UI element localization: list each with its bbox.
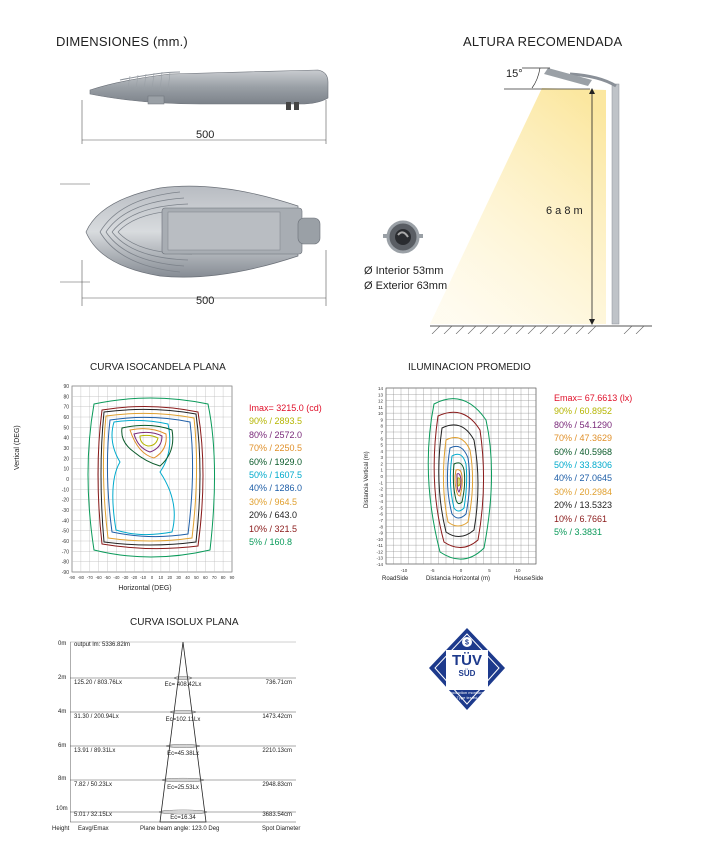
ill-ytick: -9 bbox=[378, 530, 383, 536]
iso-xtick: -70 bbox=[86, 575, 93, 580]
illuminance-emax: Emax= 67.6613 (lx) bbox=[554, 393, 633, 403]
legend-row bbox=[249, 429, 322, 442]
legend-row bbox=[249, 415, 322, 428]
legend-value: 13.5323 bbox=[579, 500, 613, 511]
ill-ytick: -14 bbox=[376, 562, 383, 567]
ill-ytick: 14 bbox=[377, 386, 383, 391]
legend-value: 321.5 bbox=[274, 523, 298, 534]
ill-ytick: -3 bbox=[378, 492, 383, 498]
legend-row bbox=[554, 472, 632, 485]
legend-pct: 60% / bbox=[249, 456, 275, 467]
isolux-title: CURVA ISOLUX PLANA bbox=[130, 617, 239, 628]
legend-row bbox=[249, 482, 322, 495]
dimensions-title: DIMENSIONES (mm.) bbox=[56, 34, 188, 49]
plan-width-label: 500 bbox=[196, 295, 215, 307]
isolux-avg: 7.82 / 50.23Lx bbox=[74, 782, 113, 788]
isolux-avg: 31.30 / 200.94Lx bbox=[74, 714, 119, 720]
legend-row bbox=[554, 499, 632, 512]
isolux-avg: 13.91 / 89.31Lx bbox=[74, 748, 116, 754]
iso-xtick: -90 bbox=[68, 575, 76, 580]
legend-value: 1929.0 bbox=[274, 456, 303, 467]
mounting-height-diagram bbox=[420, 58, 660, 334]
legend-row bbox=[554, 459, 632, 472]
isolux-foot-spot: Spot Diameter bbox=[262, 826, 301, 832]
illuminance-title: ILUMINACION PROMEDIO bbox=[408, 362, 531, 373]
legend-pct: 70% / bbox=[554, 433, 580, 444]
ill-xtick: -5 bbox=[430, 568, 435, 573]
badge-line2: Type tested bbox=[456, 695, 478, 700]
isolux-ec: Ec=25.53Lx bbox=[167, 785, 199, 791]
isolux-foot-eavg: Eavg/Emax bbox=[78, 826, 109, 832]
legend-value: 33.8306 bbox=[579, 460, 613, 471]
isolux-h0: 0m bbox=[58, 641, 67, 647]
iso-ytick: 10 bbox=[63, 466, 69, 473]
iso-ytick: -80 bbox=[61, 559, 69, 566]
legend-value: 27.0645 bbox=[579, 473, 613, 484]
iso-ytick: 70 bbox=[63, 404, 69, 411]
iso-xtick: 30 bbox=[176, 575, 182, 580]
isocandela-ylabel: Vertical (DEG) bbox=[14, 425, 21, 470]
iso-xtick: -50 bbox=[104, 575, 111, 580]
isocandela-imax: Imax= 3215.0 (cd) bbox=[249, 403, 322, 413]
tuv-label: TÜV bbox=[452, 652, 482, 669]
legend-row bbox=[554, 432, 632, 445]
iso-ytick: 0 bbox=[66, 477, 69, 483]
iso-xtick: 40 bbox=[185, 575, 190, 580]
iso-xtick: 90 bbox=[229, 575, 235, 580]
illuminance-legend bbox=[554, 392, 632, 539]
iso-ytick: 20 bbox=[63, 456, 69, 463]
ill-ytick: 6 bbox=[380, 436, 383, 442]
isolux-ec: Ec=16.34 bbox=[170, 815, 196, 821]
ill-ytick: 9 bbox=[380, 417, 383, 423]
legend-pct: 80% / bbox=[249, 429, 275, 440]
ill-ytick: 1 bbox=[380, 467, 383, 473]
legend-pct: 5% / bbox=[554, 527, 575, 538]
ill-ytick: -10 bbox=[376, 536, 383, 542]
ill-ytick: -4 bbox=[378, 499, 383, 505]
ill-xtick: 0 bbox=[459, 568, 463, 573]
legend-value: 40.5968 bbox=[579, 446, 613, 457]
legend-value: 1286.0 bbox=[274, 483, 303, 494]
iso-ytick: -30 bbox=[61, 508, 69, 514]
tilt-angle: 15° bbox=[506, 68, 523, 80]
iso-ytick: -40 bbox=[61, 518, 69, 525]
legend-row bbox=[554, 419, 632, 432]
iso-xtick: 70 bbox=[211, 575, 217, 580]
legend-row bbox=[249, 496, 322, 509]
top-width-label: 500 bbox=[196, 129, 215, 141]
iso-ytick: -70 bbox=[61, 549, 69, 556]
legend-pct: 70% / bbox=[249, 443, 275, 454]
legend-value: 1607.5 bbox=[274, 470, 303, 481]
ill-ytick: -11 bbox=[376, 543, 383, 549]
iso-ytick: 80 bbox=[63, 394, 69, 401]
iso-ytick: -10 bbox=[61, 487, 69, 494]
legend-pct: 30% / bbox=[554, 486, 580, 497]
contour-20 bbox=[101, 409, 200, 545]
illuminance-chart bbox=[368, 384, 548, 574]
iso-xtick: 50 bbox=[194, 575, 199, 580]
ill-ytick: -2 bbox=[378, 486, 383, 492]
legend-row bbox=[249, 509, 322, 522]
iso-xtick: 0 bbox=[150, 575, 154, 580]
isolux-ec: Ec= 408.42Lx bbox=[164, 682, 202, 688]
ill-ytick: 3 bbox=[380, 455, 383, 461]
legend-value: 160.8 bbox=[269, 537, 293, 548]
ill-ytick: 13 bbox=[377, 392, 383, 398]
isolux-spot: 3683.54cm bbox=[262, 812, 292, 818]
isolux-avg: 5.01 / 32.15Lx bbox=[74, 812, 113, 818]
ill-xtick: -10 bbox=[400, 568, 408, 573]
contour-10 bbox=[98, 406, 203, 548]
contour-90 bbox=[140, 435, 158, 446]
legend-pct: 30% / bbox=[249, 496, 275, 507]
iso-ytick: -90 bbox=[61, 570, 69, 576]
legend-value: 3.3831 bbox=[574, 527, 603, 538]
isolux-foot-height: Height bbox=[52, 826, 70, 832]
ill-ytick: 5 bbox=[380, 442, 383, 448]
legend-value: 20.2984 bbox=[579, 486, 613, 497]
roadside-label: RoadSide bbox=[382, 576, 409, 582]
sud-label: SÜD bbox=[458, 669, 476, 678]
iso-xtick: 20 bbox=[167, 575, 173, 580]
isolux-ec: Ec=45.38Lx bbox=[167, 751, 199, 757]
ill-ytick: -7 bbox=[378, 518, 383, 523]
legend-pct: 20% / bbox=[554, 500, 580, 511]
iso-xtick: -80 bbox=[77, 575, 84, 580]
ill-xtick: 10 bbox=[515, 568, 521, 573]
ill-ytick: 4 bbox=[380, 448, 383, 454]
isolux-h4: 4m bbox=[58, 709, 67, 715]
illuminance-grid bbox=[376, 386, 536, 573]
legend-row bbox=[249, 523, 322, 536]
legend-value: 6.7661 bbox=[579, 513, 608, 524]
ill-xtick: 5 bbox=[488, 568, 491, 573]
isocandela-legend-rows bbox=[249, 415, 322, 549]
svg-text:$: $ bbox=[465, 639, 469, 647]
ill-ytick: -12 bbox=[376, 549, 383, 555]
isocandela-legend bbox=[249, 402, 322, 549]
legend-pct: 60% / bbox=[554, 446, 580, 457]
legend-value: 47.3629 bbox=[579, 433, 613, 444]
legend-row bbox=[249, 536, 322, 549]
legend-pct: 10% / bbox=[249, 523, 275, 534]
isolux-spot: 2948.83cm bbox=[262, 782, 292, 788]
legend-row bbox=[554, 405, 632, 418]
iso-ytick: -60 bbox=[61, 539, 69, 545]
legend-row bbox=[249, 442, 322, 455]
iso-ytick: 40 bbox=[63, 435, 69, 442]
legend-value: 643.0 bbox=[274, 510, 298, 521]
houseside-label: HouseSide bbox=[514, 576, 544, 582]
isocandela-xlabel: Horizontal (DEG) bbox=[118, 585, 172, 592]
legend-pct: 90% / bbox=[554, 406, 580, 417]
ill-ytick: -6 bbox=[378, 511, 383, 517]
ill-ytick: 0 bbox=[380, 474, 383, 479]
legend-value: 60.8952 bbox=[579, 406, 613, 417]
legend-pct: 50% / bbox=[249, 470, 275, 481]
legend-value: 2893.5 bbox=[274, 416, 303, 427]
iso-xtick: 80 bbox=[220, 575, 226, 580]
ill-ytick: 11 bbox=[378, 404, 383, 410]
isocandela-chart bbox=[50, 382, 240, 594]
legend-row bbox=[249, 469, 322, 482]
legend-row bbox=[554, 513, 632, 526]
iso-xtick: -10 bbox=[140, 575, 147, 580]
legend-value: 2572.0 bbox=[274, 429, 303, 440]
ill-ytick: 12 bbox=[377, 398, 383, 404]
connector-exterior: Ø Exterior 63mm bbox=[364, 280, 448, 292]
ill-ytick: -13 bbox=[376, 555, 383, 561]
iso-xtick: -20 bbox=[131, 575, 138, 580]
iso-ytick: 90 bbox=[63, 384, 69, 390]
legend-row bbox=[554, 446, 632, 459]
iso-xtick: -30 bbox=[122, 575, 129, 580]
iso-xtick: -60 bbox=[95, 575, 102, 580]
legend-pct: 10% / bbox=[554, 513, 580, 524]
legend-pct: 20% / bbox=[249, 510, 275, 521]
legend-pct: 80% / bbox=[554, 419, 580, 430]
luminaire-drawings bbox=[60, 60, 350, 310]
legend-pct: 5% / bbox=[249, 537, 270, 548]
iso-xtick: 10 bbox=[158, 575, 164, 580]
iso-ytick: 50 bbox=[63, 425, 69, 432]
legend-row bbox=[554, 526, 632, 539]
illuminance-xlabel: Distancia Horizontal (m) bbox=[426, 576, 491, 582]
iso-ytick: 60 bbox=[63, 415, 69, 421]
isolux-ec: Ec=102.11Lx bbox=[165, 717, 201, 723]
isolux-foot-angle: Plane beam angle: 123.0 Deg bbox=[140, 826, 220, 832]
ill-ytick: -1 bbox=[378, 480, 383, 486]
isolux-output: output lm: 5336.82lm bbox=[74, 642, 131, 648]
ill-ytick: 8 bbox=[380, 423, 383, 429]
isolux-chart bbox=[70, 640, 296, 825]
iso-ytick: -50 bbox=[61, 528, 69, 535]
legend-pct: 40% / bbox=[554, 473, 580, 484]
badge-line1: Production monitored bbox=[447, 690, 487, 695]
ill-ytick: 10 bbox=[377, 411, 383, 417]
isolux-spot: 2210.13cm bbox=[262, 748, 292, 754]
legend-row bbox=[249, 456, 322, 469]
isolux-h2: 2m bbox=[58, 675, 67, 681]
legend-pct: 40% / bbox=[249, 483, 275, 494]
isolux-spot: 736.71cm bbox=[265, 680, 292, 686]
ill-ytick: 2 bbox=[380, 461, 383, 467]
iso-ytick: -20 bbox=[61, 497, 69, 504]
legend-value: 964.5 bbox=[274, 496, 298, 507]
plan-view-drawing bbox=[60, 184, 326, 306]
isolux-avg: 125.20 / 803.76Lx bbox=[74, 680, 123, 686]
connector-interior: Ø Interior 53mm bbox=[364, 265, 444, 277]
height-range: 6 a 8 m bbox=[546, 205, 583, 217]
illuminance-contours bbox=[428, 399, 491, 559]
isolux-h8: 8m bbox=[58, 776, 67, 782]
iso-xtick: -40 bbox=[113, 575, 120, 580]
illuminance-legend-rows bbox=[554, 405, 632, 539]
ill-ytick: -8 bbox=[378, 524, 383, 530]
legend-value: 2250.5 bbox=[274, 443, 303, 454]
legend-row bbox=[554, 486, 632, 499]
ill-ytick: 7 bbox=[380, 430, 383, 435]
isolux-h10: 10m bbox=[56, 806, 68, 812]
isocandela-contours bbox=[88, 398, 215, 557]
legend-value: 54.1290 bbox=[579, 419, 613, 430]
isocandela-title: CURVA ISOCANDELA PLANA bbox=[90, 362, 226, 373]
legend-pct: 90% / bbox=[249, 416, 275, 427]
isolux-h6: 6m bbox=[58, 743, 67, 749]
iso-xtick: 60 bbox=[202, 575, 208, 580]
iso-ytick: 30 bbox=[63, 446, 69, 452]
ill-ytick: -5 bbox=[378, 505, 383, 511]
isolux-spot: 1473.42cm bbox=[262, 714, 292, 720]
lux-90 bbox=[458, 478, 460, 486]
legend-pct: 50% / bbox=[554, 460, 580, 471]
height-title: ALTURA RECOMENDADA bbox=[463, 34, 623, 49]
illuminance-ylabel: Distancia Vertical (m) bbox=[364, 451, 370, 508]
